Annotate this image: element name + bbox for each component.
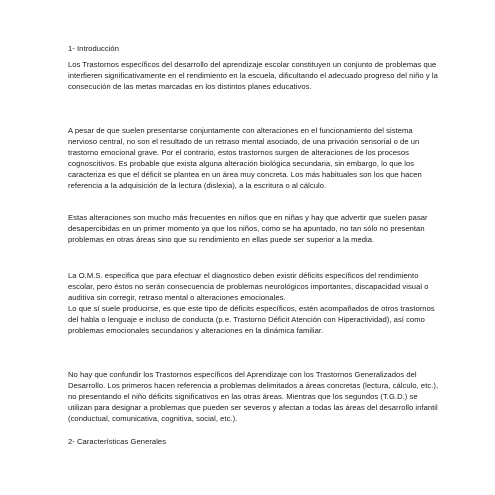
paragraph-1: Los Trastornos específicos del desarrollo del aprendizaje escolar constituyen un conjunto de problemas que interfieren significativamente en el rendimiento en la escuela, dificultando el adecuado progreso del niño y la consecución de las metas marcadas en los distintos planes educativos. [68, 60, 438, 91]
paragraph-3: Estas alteraciones son mucho más frecuentes en niños que en niñas y hay que advertir que suelen pasar desapercibidas en un primer momento ya que los niños, como se ha apuntado, no tan sólo no presentan problemas en otras áreas sino que su rendimiento en ellas puede ser superior a la media. [68, 213, 428, 244]
paragraph-5: Lo que sí suele producirse, es que este tipo de déficits específicos, estén acompañados de otros trastornos del habla o lenguaje e incluso de conducta (p.e. Trastorno Déficit Atención con Hiperactividad), así como problemas emocionales secundarios y alteraciones en la dinámica familiar. [68, 304, 435, 335]
section-heading-caracteristicas: 2- Características Generales [68, 437, 167, 446]
paragraph-4: La O.M.S. especifica que para efectuar el diagnostico deben existir déficits específicos del rendimiento escolar, pero éstos no serán consecuencia de problemas neurológicos importantes, discapacidad visual o auditiva sin corregir, retraso mental o alteraciones emocionales. [68, 271, 429, 302]
paragraph-6: No hay que confundir los Trastornos específicos del Aprendizaje con los Trastornos Generalizados del Desarrollo. Los primeros hacen referencia a problemas delimitados a áreas concretas (lectura, cálculo, etc.), no presentando el niño déficits significativos en las otras áreas. Mientras que los segundos (T.G.D.) se utilizan para designar a problemas que pueden ser severos y afectan a todas las áreas del desarrollo infantil (conductual, comunicativa, cognitiva, social, etc.). [68, 370, 439, 423]
paragraph-2: A pesar de que suelen presentarse conjuntamente con alteraciones en el funcionamiento del sistema nervioso central, no son el resultado de un retraso mental asociado, de una privación sensorial o de un trastorno emocional grave. Por el contrario, estos trastornos surgen de alteraciones de los procesos cognoscitivos. Es probable que exista alguna alteración biológica secundaria, sin embargo, lo que los caracteriza es que el déficit se plantea en un área muy concreta. Los más habituales son los que hacen referencia a la adquisición de la lectura (dislexia), a la escritura o al cálculo. [68, 126, 422, 190]
section-heading-introduccion: 1- Introducción [68, 44, 119, 53]
